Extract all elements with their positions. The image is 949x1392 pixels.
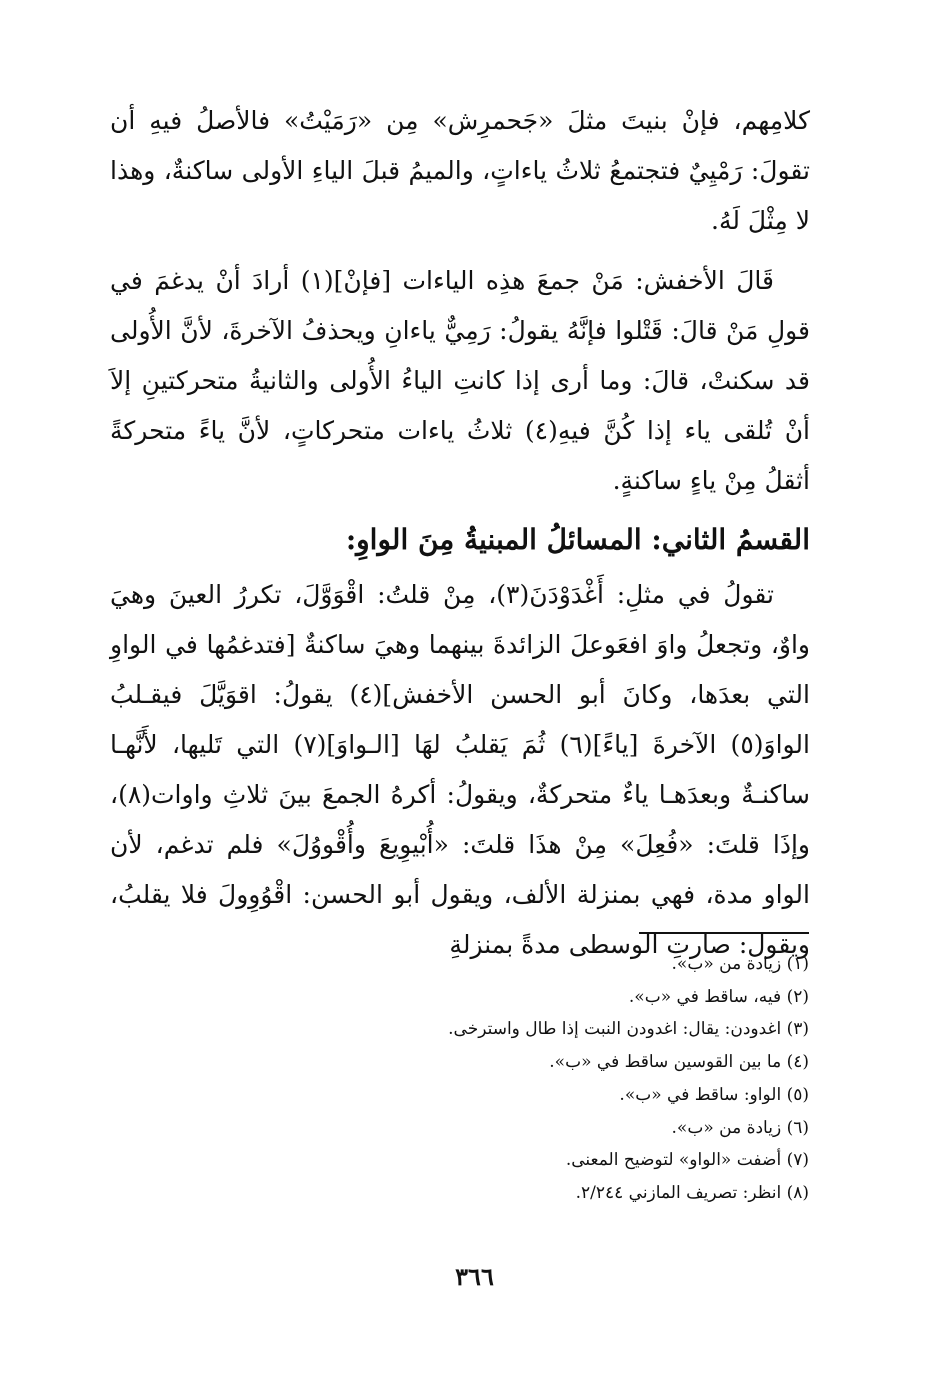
footnote-2: (٢) فيه، ساقط في «ب». [628, 986, 809, 1007]
body-paragraph-1: كلامِهم، فإنْ بنيتَ مثلَ «جَحمرِش» مِن «رَمَيْتُ» فالأصلُ فيهِ أن تقولَ: رَمْيِيٌ فتجتمعُ ثلاثُ ياءاتٍ، والميمُ قبلَ الياءِ الأولى ساكنةٌ، وهذا لا مِثْلَ لَهُ. [110, 106, 810, 235]
page-content [110, 96, 810, 970]
footnotes [249, 948, 809, 1210]
page-number: ٣٦٦ [455, 1262, 494, 1291]
body-paragraph-3: تقولُ في مثلِ: أَغْدَوْدَنَ(٣)، مِنْ قلتُ: اقْوَوَّلَ، تكررُ العينَ وهيَ واوٌ، وتجعلُ واوَ افعَوعلَ الزائدةَ بينهما وهيَ ساكنةٌ [فتدغمُها في الواوِ التي بعدَها، وكانَ أبو الحسن الأخفش](٤) يقولُ: اقوَيَّلَ فيقـلبُ الواوَ(٥) الآخرةَ [ياءً](٦) ثُمَ يَقلبُ لهَا [الـواوَ](٧) التي تَليها، لأَنَّهـا ساكنـةٌ وبعدَهـا ياءٌ متحركةٌ، ويقولُ: أكرهُ الجمعَ بينَ ثلاثِ واوات(٨)، وإذَا قلتَ: «فُعِلَ» مِنْ هذَا قلتَ: «أُبْيوِيعَ وأُقْووُلَ» فلم تدغم، لأن الواو مدة، فهي بمنزلة الألف، ويقول أبو الحسن: اقْوُوِولَ فلا يقلبُ، ويقول: صارتِ الوسطى مدةً بمنزلةِ [110, 580, 810, 959]
footnote-3: (٣) اغدودن: يقال: اغدودن النبت إذا طال واسترخى. [448, 1019, 809, 1040]
footnote-5: (٥) الواو: ساقط في «ب». [619, 1084, 809, 1105]
footnote-divider [639, 932, 809, 934]
footnote-1: (١) زيادة من «ب». [671, 954, 809, 974]
body-paragraph-2: قَالَ الأخفش: مَنْ جمعَ هذِه الياءات [فإنْ](١) أرادَ أنْ يدغمَ في قولِ مَنْ قالَ: قَتْلوا فإنَّهُ يقولُ: رَمِيٌّ ياءانِ ويحذفُ الآخرةَ، لأنَّ الأُولى قد سكنتْ، قالَ: وما أرى إذا كانتِ الياءُ الأُولى والثانيةُ متحركتينِ إلاَ أنْ تُلقى ياء إذا كُنَّ فيهِ(٤) ثلاثُ ياءات متحركاتٍ، لأنَّ ياءً متحركةً أثقلُ مِنْ ياءٍ ساكنةٍ. [110, 266, 810, 495]
footnote-6: (٦) زيادة من «ب». [671, 1117, 809, 1138]
footnote-4: (٤) ما بين القوسين ساقط في «ب». [549, 1052, 809, 1073]
section-heading: القسمُ الثاني: المسائلُ المبنيةُ مِنَ الواوِ: [345, 523, 810, 556]
footnote-7: (٧) أضفت «الواو» لتوضيح المعنى. [565, 1150, 809, 1171]
footnote-8: (٨) انظر: تصريف المازني ٢/٢٤٤. [575, 1182, 809, 1203]
